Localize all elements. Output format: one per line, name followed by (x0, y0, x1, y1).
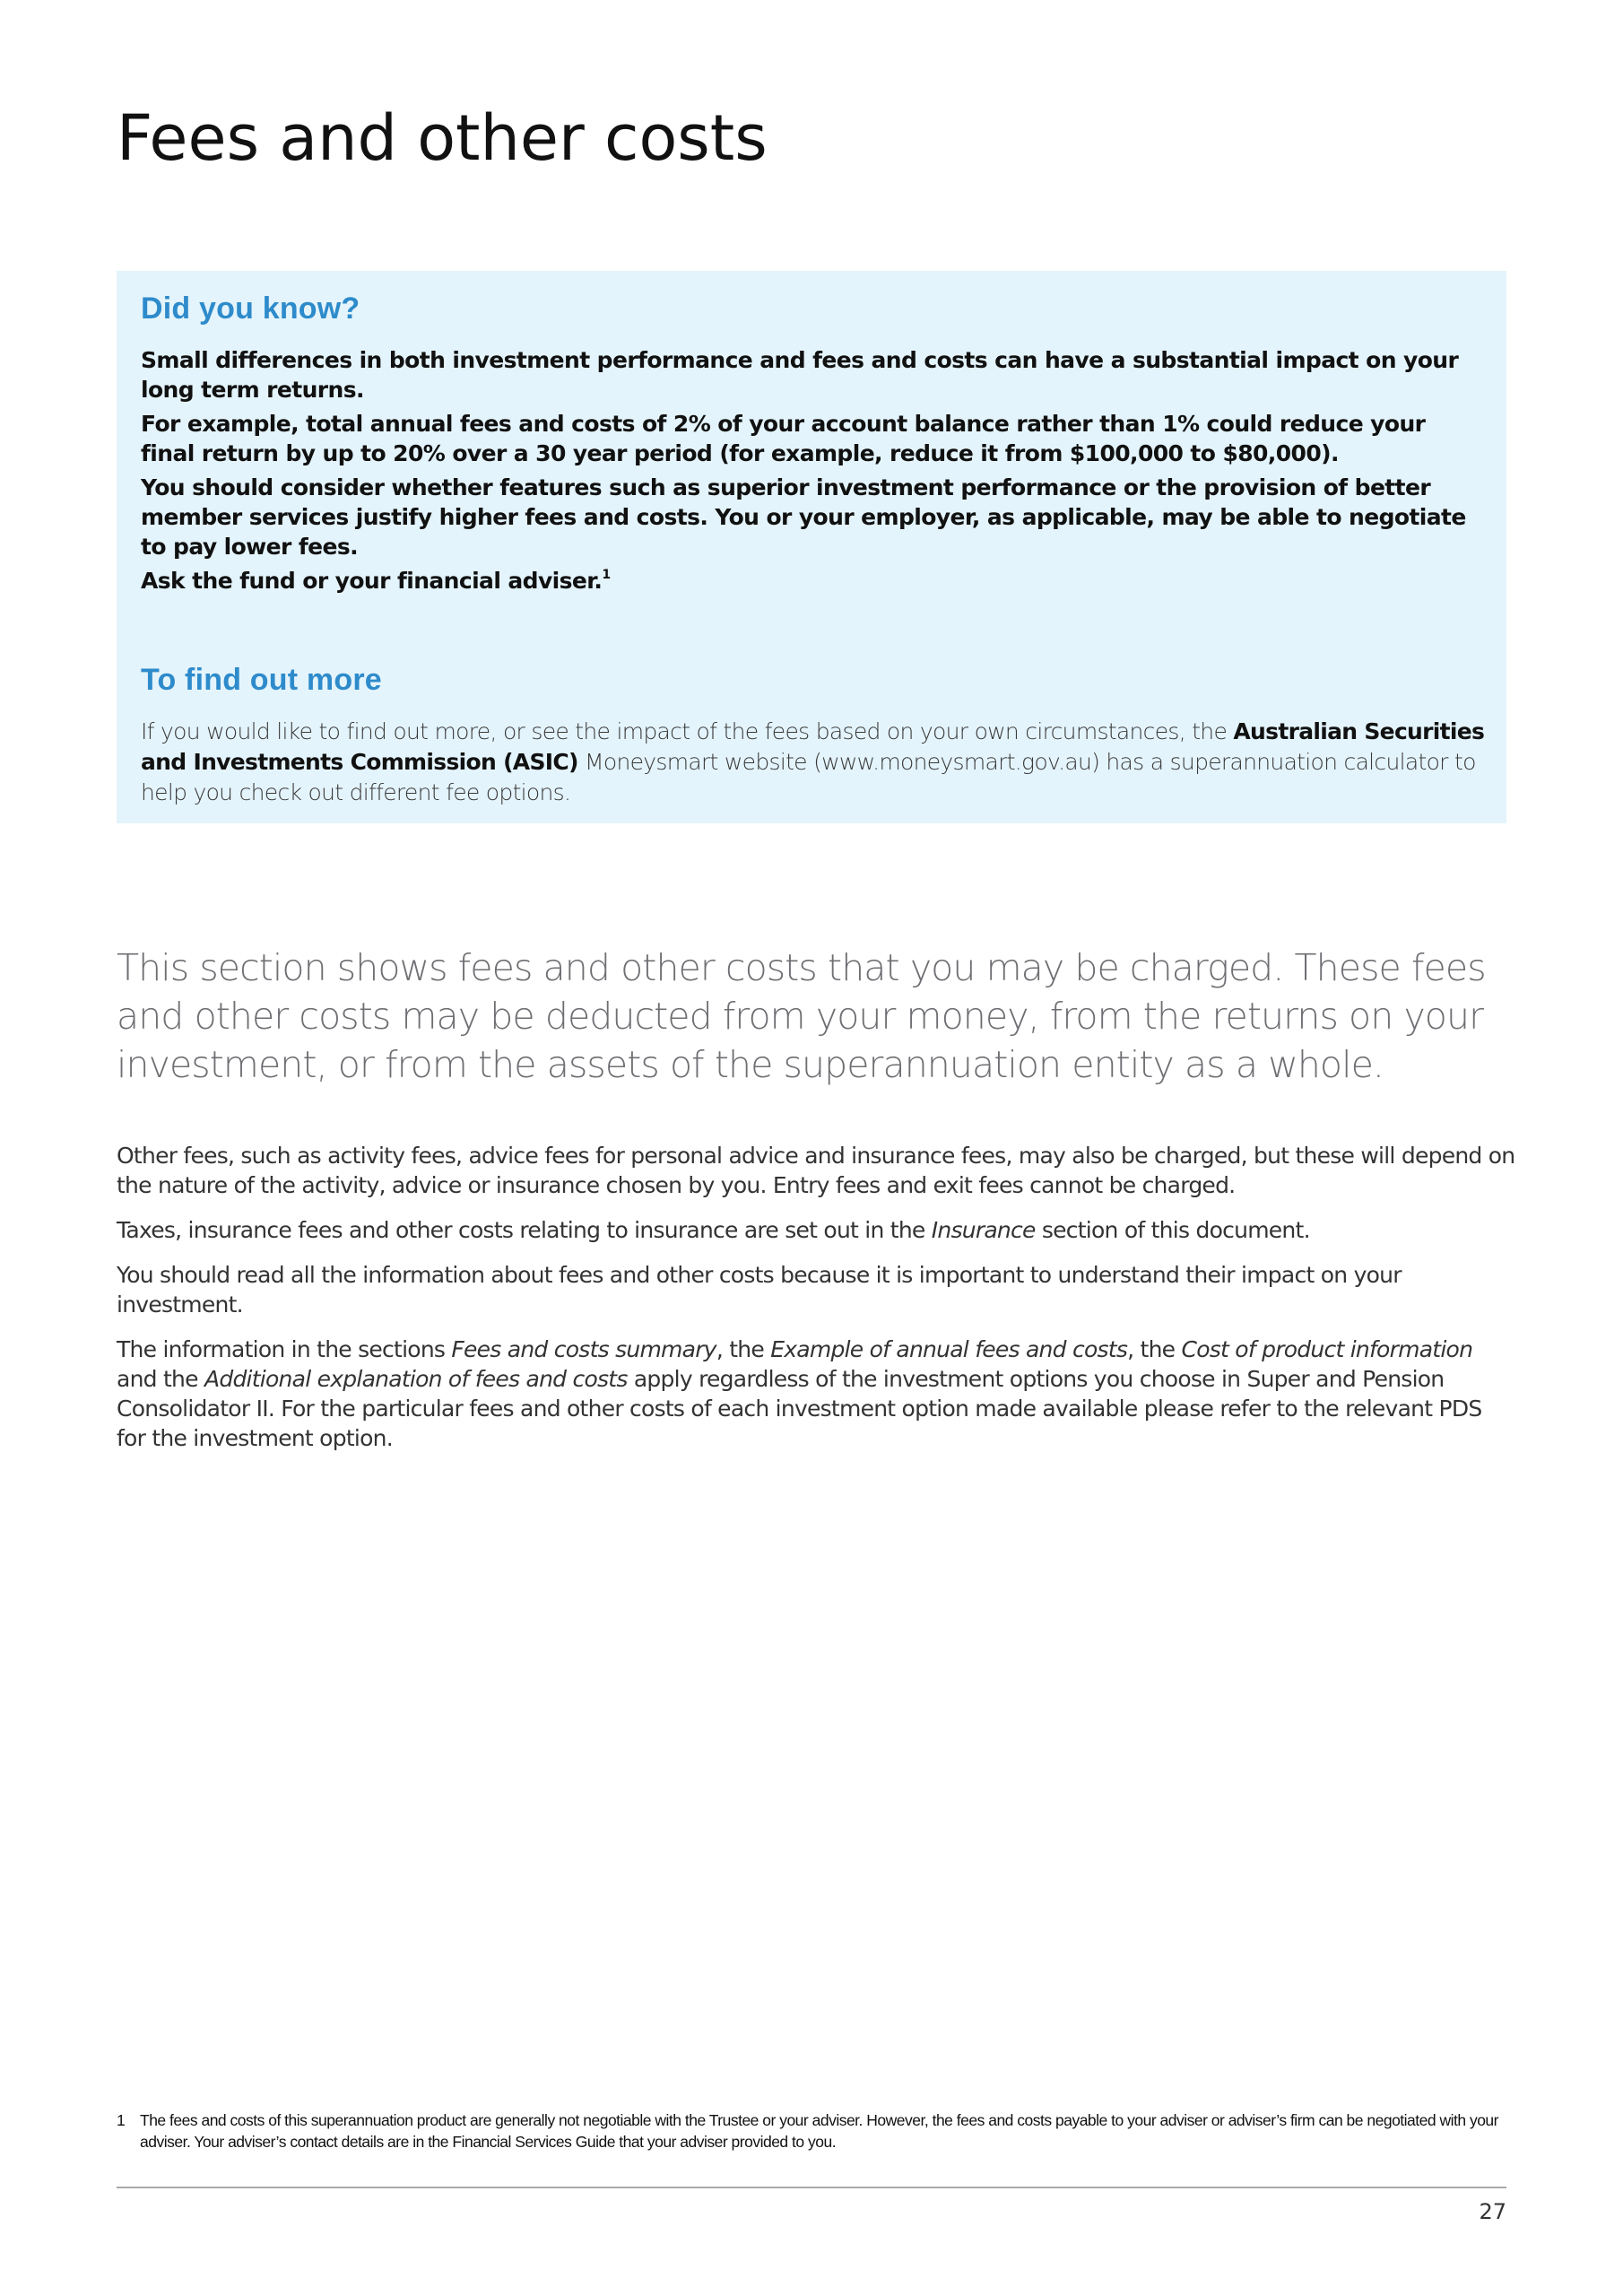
did-you-know-callout (117, 271, 1506, 823)
moneysmart-website-text: Moneysmart website (www.moneysmart.gov.au) has a superannuation calculator to help you check out different fee options. (141, 749, 1476, 805)
did-you-know-paragraph (141, 566, 1486, 596)
ask-adviser-text: Ask the fund or your financial adviser. (141, 568, 603, 594)
find-out-more-heading: To find out more (141, 663, 382, 697)
text: apply regardless of the investment options you choose in Super and Pension Consolidator II. For the particular fees and other costs of each investment option made available please refer to the relevant PDS for the investment option. (117, 1366, 1482, 1451)
example-annual-fees-ref: Example of annual fees and costs (770, 1336, 1128, 1362)
body-paragraph-sections (117, 1335, 1515, 1453)
find-out-more-text (141, 717, 1495, 808)
asic-name: Australian Securities and Investments Commission (ASIC) (141, 718, 1485, 775)
did-you-know-paragraph: Small differences in both investment performance and fees and costs can have a substantial impact on your long term returns. (141, 347, 1459, 403)
did-you-know-paragraph: You should consider whether features such as superior investment performance or the provision of better member services justify higher fees and costs. You or your employer, as applicable, may be able to negotiate to pay lower fees. (141, 474, 1466, 560)
footnote-reference[interactable]: 1 (602, 568, 611, 582)
section-intro: This section shows fees and other costs that you may be charged. These fees and other costs may be deducted from your money, from the returns on your investment, or from the assets of the superannuation entity as a whole. (117, 946, 1486, 1086)
text: and the (117, 1366, 204, 1392)
did-you-know-paragraph: For example, total annual fees and costs of 2% of your account balance rather than 1% could reduce your final return by up to 20% over a 30 year period (for example, reduce it from $100,000 to $80,000). (141, 411, 1426, 466)
text: section of this document. (1035, 1217, 1310, 1243)
page-title: Fees and other costs (117, 101, 768, 175)
body-paragraph-taxes (117, 1215, 1515, 1245)
body-text (117, 1141, 1515, 1468)
insurance-section-ref: Insurance (931, 1217, 1036, 1243)
text: The information in the sections (117, 1336, 452, 1362)
footer-divider (117, 2187, 1506, 2188)
did-you-know-body (141, 345, 1486, 600)
text: , the (716, 1336, 771, 1362)
did-you-know-heading: Did you know? (141, 291, 360, 326)
footnote-number: 1 (117, 2111, 126, 2129)
body-paragraph-read-all: You should read all the information about fees and other costs because it is important to understand their impact on your investment. (117, 1262, 1402, 1318)
text: , the (1127, 1336, 1182, 1362)
find-out-more-text-start: If you would like to find out more, or see the impact of the fees based on your own circumstances, the (141, 718, 1234, 744)
cost-of-product-ref: Cost of product information (1181, 1336, 1473, 1362)
body-paragraph-other-fees: Other fees, such as activity fees, advice fees for personal advice and insurance fees, may also be charged, but these will depend on the nature of the activity, advice or insurance chosen by you. Entry fees and exit fees cannot be charged. (117, 1143, 1515, 1198)
page-number: 27 (1479, 2199, 1506, 2224)
footnote-text: The fees and costs of this superannuation product are generally not negotiable with the Trustee or your adviser. However, the fees and costs payable to your adviser or adviser’s firm can be negotiated with your adviser. Your adviser’s contact details are in the Financial Services Guide that your adviser provided to you. (140, 2111, 1498, 2151)
text: Taxes, insurance fees and other costs relating to insurance are set out in the (117, 1217, 932, 1243)
fees-costs-summary-ref: Fees and costs summary (451, 1336, 716, 1362)
additional-explanation-ref: Additional explanation of fees and costs (204, 1366, 628, 1392)
